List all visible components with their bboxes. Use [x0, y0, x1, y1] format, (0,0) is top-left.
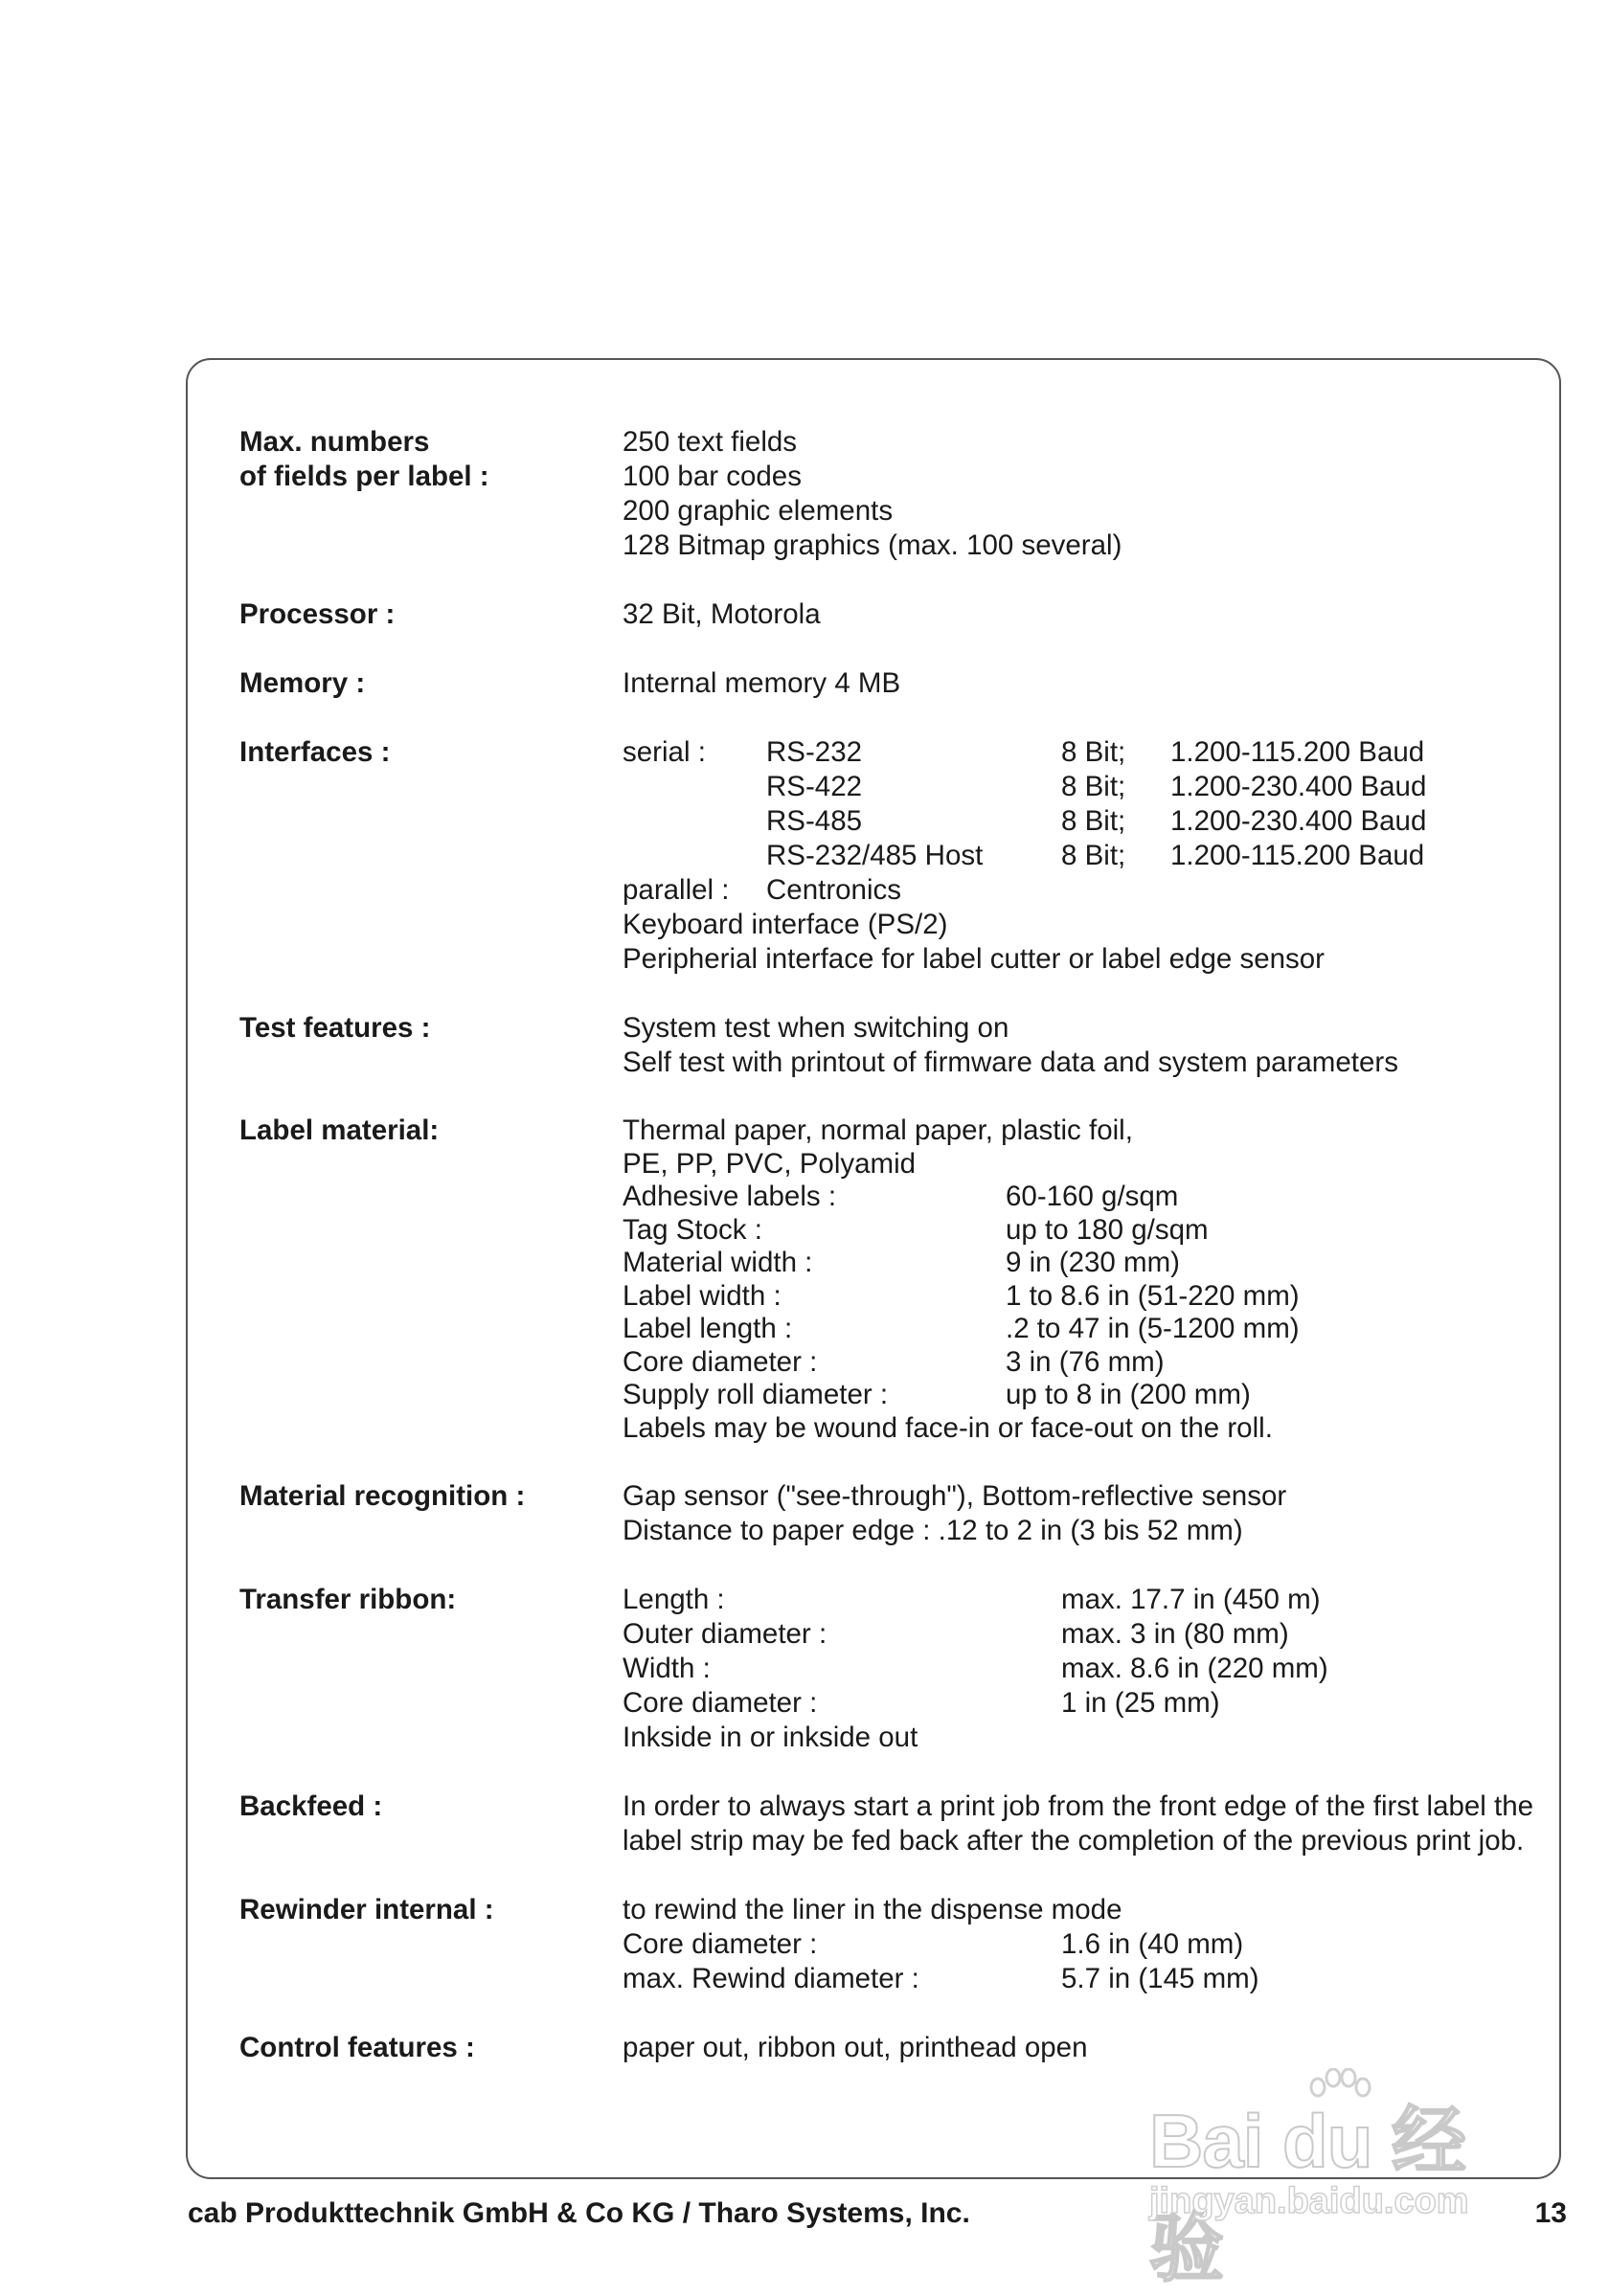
page-number: 13	[1534, 2197, 1567, 2229]
section-label: Transfer ribbon:	[239, 1584, 457, 1615]
parallel-label: parallel :	[623, 874, 730, 906]
kv-key: Core diameter :	[623, 1687, 818, 1719]
kv-row	[623, 1313, 1542, 1346]
spec-line: to rewind the liner in the dispense mode	[623, 1894, 1122, 1925]
spec-line: Keyboard interface (PS/2)	[623, 909, 948, 940]
spec-line: 250 text fields	[623, 426, 798, 458]
kv-row	[623, 1962, 1542, 1996]
interface-name: RS-232/485 Host	[766, 840, 984, 871]
spec-line: Thermal paper, normal paper, plastic foil,	[623, 1114, 1133, 1146]
interface-name: RS-232	[766, 736, 863, 768]
spec-line: Labels may be wound face-in or face-out on the roll.	[623, 1411, 1273, 1444]
spec-line: Self test with printout of firmware data and system parameters	[623, 1047, 1398, 1078]
kv-value: up to 8 in (200 mm)	[1006, 1379, 1251, 1410]
kv-row	[623, 1617, 1542, 1652]
spec-line: Internal memory 4 MB	[623, 667, 901, 699]
section-label-material	[239, 1114, 1542, 1445]
interface-name: RS-485	[766, 805, 863, 837]
section-body	[623, 425, 1542, 563]
interface-bits: 8 Bit;	[1061, 805, 1126, 837]
section-test-features	[239, 1011, 1542, 1080]
spec-line: PE, PP, PVC, Polyamid	[623, 1147, 917, 1180]
interface-bits: 8 Bit;	[1061, 736, 1126, 768]
kv-key: Length :	[623, 1584, 725, 1615]
interface-row	[623, 804, 1542, 839]
kv-key: max. Rewind diameter :	[623, 1963, 919, 1994]
kv-key: Material width :	[623, 1247, 813, 1278]
interface-row	[623, 839, 1542, 873]
interface-baud: 1.200-230.400 Baud	[1170, 771, 1427, 802]
watermark-brand: Bai du 经验	[1149, 2099, 1466, 2290]
spec-line: paper out, ribbon out, printhead open	[623, 2032, 1088, 2063]
kv-row	[623, 1280, 1542, 1314]
kv-value: 60-160 g/sqm	[1006, 1181, 1179, 1212]
section-transfer-ribbon	[239, 1583, 1542, 1755]
kv-value: max. 17.7 in (450 m)	[1061, 1584, 1321, 1615]
kv-value: max. 3 in (80 mm)	[1061, 1618, 1289, 1650]
serial-label: serial :	[623, 736, 706, 768]
section-body	[623, 1011, 1542, 1080]
spec-line: 100 bar codes	[623, 461, 802, 492]
kv-key: Label length :	[623, 1313, 793, 1344]
kv-value: 1.6 in (40 mm)	[1061, 1928, 1244, 1960]
kv-value: 1 to 8.6 in (51-220 mm)	[1006, 1279, 1300, 1312]
section-interfaces	[239, 735, 1542, 977]
kv-value: up to 180 g/sqm	[1006, 1213, 1209, 1246]
kv-key: Adhesive labels :	[623, 1181, 837, 1212]
kv-value: 1 in (25 mm)	[1061, 1687, 1220, 1719]
kv-row	[623, 1927, 1542, 1962]
kv-value: 9 in (230 mm)	[1006, 1247, 1180, 1278]
interface-name: RS-422	[766, 771, 863, 802]
section-body	[623, 1583, 1542, 1755]
kv-row	[623, 1247, 1542, 1280]
kv-row	[623, 1346, 1542, 1380]
kv-value: max. 8.6 in (220 mm)	[1061, 1653, 1328, 1684]
kv-key: Core diameter :	[623, 1928, 818, 1960]
interface-baud: 1.200-115.200 Baud	[1170, 840, 1425, 871]
kv-value: .2 to 47 in (5-1200 mm)	[1006, 1313, 1300, 1344]
kv-key: Label width :	[623, 1279, 782, 1312]
section-backfeed	[239, 1790, 1542, 1858]
kv-key: Width :	[623, 1653, 711, 1684]
section-label: Interfaces :	[239, 736, 391, 768]
section-processor	[239, 597, 1542, 632]
section-label: Processor :	[239, 598, 396, 630]
section-control-features	[239, 2031, 1542, 2065]
spec-line: Gap sensor ("see-through"), Bottom-reflective sensor	[623, 1480, 1287, 1512]
kv-row	[623, 1583, 1542, 1617]
interface-baud: 1.200-115.200 Baud	[1170, 736, 1425, 768]
kv-value: 3 in (76 mm)	[1006, 1345, 1165, 1378]
interface-bits: 8 Bit;	[1061, 840, 1126, 871]
interface-baud: 1.200-230.400 Baud	[1170, 805, 1427, 837]
interface-row	[623, 735, 1542, 770]
interface-row	[623, 873, 1542, 908]
spec-list	[239, 425, 1542, 2065]
section-memory	[239, 666, 1542, 701]
section-rewinder	[239, 1893, 1542, 1996]
kv-key: Supply roll diameter :	[623, 1379, 889, 1410]
section-label: Test features :	[239, 1012, 431, 1044]
kv-row	[623, 1181, 1542, 1214]
spec-line: Distance to paper edge : .12 to 2 in (3 bis 52 mm)	[623, 1515, 1243, 1546]
footer-company: cab Produkttechnik GmbH & Co KG / Tharo Systems, Inc.	[188, 2197, 970, 2229]
section-label: Control features :	[239, 2032, 475, 2063]
kv-row	[623, 1214, 1542, 1248]
spec-line: Peripherial interface for label cutter or label edge sensor	[623, 943, 1325, 975]
section-body	[623, 735, 1542, 977]
interface-name: Centronics	[766, 874, 902, 906]
section-label: Label material:	[239, 1114, 440, 1146]
spec-line: 32 Bit, Motorola	[623, 598, 821, 630]
section-label: Material recognition :	[239, 1480, 526, 1512]
section-label: Rewinder internal :	[239, 1894, 494, 1925]
kv-key: Core diameter :	[623, 1345, 818, 1378]
kv-row	[623, 1686, 1542, 1721]
spec-line: 200 graphic elements	[623, 495, 894, 527]
section-body	[623, 1479, 1542, 1548]
section-body	[623, 1114, 1542, 1445]
section-label: Memory :	[239, 667, 366, 699]
section-label: Max. numbers of fields per label :	[239, 426, 489, 492]
spec-line: Inkside in or inkside out	[623, 1722, 918, 1753]
section-material-recognition	[239, 1479, 1542, 1548]
section-body	[623, 1893, 1542, 1996]
interface-bits: 8 Bit;	[1061, 771, 1126, 802]
spec-paragraph: In order to always start a print job from the front edge of the first label the label strip may be fed back after the completion of the previous print job.	[623, 1790, 1534, 1857]
section-label: Backfeed :	[239, 1790, 383, 1822]
kv-row	[623, 1652, 1542, 1686]
interface-row	[623, 770, 1542, 804]
kv-value: 5.7 in (145 mm)	[1061, 1963, 1259, 1994]
kv-key: Outer diameter :	[623, 1618, 827, 1650]
page-footer	[188, 2195, 1567, 2233]
spec-line: System test when switching on	[623, 1012, 1009, 1044]
section-body	[623, 1790, 1542, 1858]
watermark-site: jingyan.baidu.com	[1149, 2181, 1469, 2221]
kv-key: Tag Stock :	[623, 1213, 762, 1246]
spec-line: 128 Bitmap graphics (max. 100 several)	[623, 529, 1122, 561]
kv-row	[623, 1379, 1542, 1412]
section-fields	[239, 425, 1542, 563]
